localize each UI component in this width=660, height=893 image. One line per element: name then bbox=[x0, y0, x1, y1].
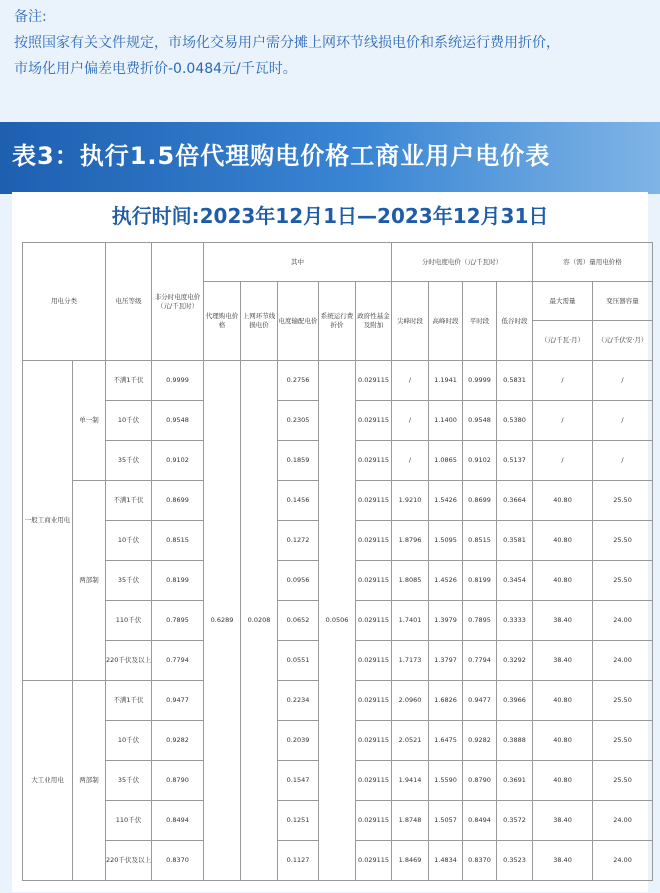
cell-fund: 0.029115 bbox=[356, 601, 392, 641]
cell-transformer: 24.00 bbox=[593, 801, 653, 841]
cell-fund: 0.029115 bbox=[356, 681, 392, 721]
cell-max-demand: 40.80 bbox=[533, 721, 593, 761]
category-large-industrial: 大工业用电 bbox=[23, 681, 73, 881]
cell-flat: 0.7895 bbox=[463, 601, 497, 641]
cell-trans: 0.1547 bbox=[278, 761, 319, 801]
table-row bbox=[23, 361, 653, 401]
header-transformer-unit: （元/千伏安·月） bbox=[593, 321, 653, 361]
header-proxy-price: 代理购电价格 bbox=[204, 282, 241, 361]
cell-valley: 0.5831 bbox=[497, 361, 533, 401]
cell-sharp: / bbox=[392, 361, 429, 401]
cell-voltage: 110千伏 bbox=[106, 601, 152, 641]
header-valley: 低谷时段 bbox=[497, 282, 533, 361]
cell-peak: 1.6826 bbox=[429, 681, 463, 721]
cell-sharp: / bbox=[392, 401, 429, 441]
header-flat: 平时段 bbox=[463, 282, 497, 361]
cell-max-demand: 40.80 bbox=[533, 761, 593, 801]
tariff-table bbox=[22, 242, 653, 881]
header-sharp-peak: 尖峰时段 bbox=[392, 282, 429, 361]
cell-trans: 0.2756 bbox=[278, 361, 319, 401]
cell-fund: 0.029115 bbox=[356, 761, 392, 801]
cell-sharp: 1.8796 bbox=[392, 521, 429, 561]
cell-total: 0.8699 bbox=[152, 481, 204, 521]
tariff-card bbox=[12, 192, 648, 892]
cell-peak: 1.1941 bbox=[429, 361, 463, 401]
header-category: 用电分类 bbox=[23, 243, 106, 361]
cell-sharp: 1.8469 bbox=[392, 841, 429, 881]
header-of-which: 其中 bbox=[204, 243, 392, 282]
cell-sharp: 2.0960 bbox=[392, 681, 429, 721]
cell-transformer: / bbox=[593, 401, 653, 441]
cell-peak: 1.3979 bbox=[429, 601, 463, 641]
cell-total: 0.9477 bbox=[152, 681, 204, 721]
cell-flat: 0.9999 bbox=[463, 361, 497, 401]
cell-total: 0.9999 bbox=[152, 361, 204, 401]
cell-flat: 0.7794 bbox=[463, 641, 497, 681]
cell-proxy-price: 0.6289 bbox=[204, 361, 241, 881]
cell-fund: 0.029115 bbox=[356, 841, 392, 881]
cell-valley: 0.3581 bbox=[497, 521, 533, 561]
cell-trans: 0.0551 bbox=[278, 641, 319, 681]
header-system-cost: 系统运行费折价 bbox=[319, 282, 356, 361]
cell-sharp: 1.9414 bbox=[392, 761, 429, 801]
cell-peak: 1.6475 bbox=[429, 721, 463, 761]
cell-transformer: 25.50 bbox=[593, 481, 653, 521]
cell-max-demand: 38.40 bbox=[533, 801, 593, 841]
cell-trans: 0.2305 bbox=[278, 401, 319, 441]
cell-max-demand: / bbox=[533, 441, 593, 481]
cell-voltage: 110千伏 bbox=[106, 801, 152, 841]
header-capacity-group: 容（需）量用电价格 bbox=[533, 243, 653, 282]
cell-voltage: 不满1千伏 bbox=[106, 361, 152, 401]
header-line-loss: 上网环节线损电价 bbox=[241, 282, 278, 361]
cell-peak: 1.4834 bbox=[429, 841, 463, 881]
cell-max-demand: 40.80 bbox=[533, 521, 593, 561]
cell-fund: 0.029115 bbox=[356, 801, 392, 841]
cell-sharp: 1.7401 bbox=[392, 601, 429, 641]
cell-max-demand: / bbox=[533, 361, 593, 401]
cell-trans: 0.1127 bbox=[278, 841, 319, 881]
cell-sharp: 1.9210 bbox=[392, 481, 429, 521]
page-title: 表3：执行1.5倍代理购电价格工商业用户电价表 bbox=[12, 142, 551, 170]
header-total-price: 非分时电度电价（元/千瓦时） bbox=[152, 243, 204, 361]
header-max-demand-unit: （元/千瓦·月） bbox=[533, 321, 593, 361]
cell-flat: 0.8370 bbox=[463, 841, 497, 881]
cell-trans: 0.1456 bbox=[278, 481, 319, 521]
cell-peak: 1.5095 bbox=[429, 521, 463, 561]
header-transmission: 电度输配电价 bbox=[278, 282, 319, 361]
cell-voltage: 10千伏 bbox=[106, 721, 152, 761]
cell-peak: 1.1400 bbox=[429, 401, 463, 441]
subgroup-two-part: 两部制 bbox=[73, 481, 106, 681]
cell-flat: 0.9102 bbox=[463, 441, 497, 481]
header-transformer: 变压器容量 bbox=[593, 282, 653, 321]
cell-fund: 0.029115 bbox=[356, 361, 392, 401]
cell-flat: 0.8790 bbox=[463, 761, 497, 801]
header-max-demand: 最大需量 bbox=[533, 282, 593, 321]
header-peak: 高峰时段 bbox=[429, 282, 463, 361]
cell-valley: 0.3523 bbox=[497, 841, 533, 881]
cell-max-demand: 40.80 bbox=[533, 561, 593, 601]
subgroup-single: 单一制 bbox=[73, 361, 106, 481]
cell-voltage: 35千伏 bbox=[106, 441, 152, 481]
cell-max-demand: 40.80 bbox=[533, 681, 593, 721]
cell-voltage: 10千伏 bbox=[106, 401, 152, 441]
cell-trans: 0.0652 bbox=[278, 601, 319, 641]
cell-max-demand: / bbox=[533, 401, 593, 441]
cell-fund: 0.029115 bbox=[356, 641, 392, 681]
cell-voltage: 220千伏及以上 bbox=[106, 841, 152, 881]
cell-trans: 0.0956 bbox=[278, 561, 319, 601]
cell-max-demand: 38.40 bbox=[533, 601, 593, 641]
cell-total: 0.8494 bbox=[152, 801, 204, 841]
cell-trans: 0.2234 bbox=[278, 681, 319, 721]
cell-system-cost: 0.0506 bbox=[319, 361, 356, 881]
notes-line-1: 按照国家有关文件规定，市场化交易用户需分摊上网环节线损电价和系统运行费用折价， bbox=[14, 35, 560, 51]
cell-valley: 0.3292 bbox=[497, 641, 533, 681]
cell-trans: 0.1859 bbox=[278, 441, 319, 481]
cell-sharp: 1.8085 bbox=[392, 561, 429, 601]
cell-fund: 0.029115 bbox=[356, 561, 392, 601]
cell-valley: 0.3664 bbox=[497, 481, 533, 521]
header-gov-fund: 政府性基金及附加 bbox=[356, 282, 392, 361]
cell-max-demand: 38.40 bbox=[533, 641, 593, 681]
cell-transformer: 25.50 bbox=[593, 681, 653, 721]
cell-transformer: 24.00 bbox=[593, 601, 653, 641]
cell-fund: 0.029115 bbox=[356, 521, 392, 561]
cell-total: 0.8199 bbox=[152, 561, 204, 601]
cell-peak: 1.5426 bbox=[429, 481, 463, 521]
cell-flat: 0.8199 bbox=[463, 561, 497, 601]
cell-total: 0.7895 bbox=[152, 601, 204, 641]
cell-peak: 1.5590 bbox=[429, 761, 463, 801]
cell-valley: 0.3454 bbox=[497, 561, 533, 601]
cell-trans: 0.1272 bbox=[278, 521, 319, 561]
cell-flat: 0.8699 bbox=[463, 481, 497, 521]
cell-voltage: 不满1千伏 bbox=[106, 681, 152, 721]
cell-valley: 0.3333 bbox=[497, 601, 533, 641]
cell-voltage: 35千伏 bbox=[106, 561, 152, 601]
notes-line-2: 市场化用户偏差电费折价-0.0484元/千瓦时。 bbox=[14, 61, 297, 77]
cell-total: 0.8790 bbox=[152, 761, 204, 801]
cell-total: 0.9102 bbox=[152, 441, 204, 481]
cell-total: 0.9548 bbox=[152, 401, 204, 441]
cell-trans: 0.2039 bbox=[278, 721, 319, 761]
cell-peak: 1.5057 bbox=[429, 801, 463, 841]
cell-fund: 0.029115 bbox=[356, 721, 392, 761]
cell-transformer: 25.50 bbox=[593, 721, 653, 761]
cell-transformer: 25.50 bbox=[593, 521, 653, 561]
cell-fund: 0.029115 bbox=[356, 441, 392, 481]
cell-sharp: 1.7173 bbox=[392, 641, 429, 681]
cell-line-loss: 0.0208 bbox=[241, 361, 278, 881]
cell-max-demand: 40.80 bbox=[533, 481, 593, 521]
cell-total: 0.8370 bbox=[152, 841, 204, 881]
cell-transformer: / bbox=[593, 361, 653, 401]
cell-total: 0.7794 bbox=[152, 641, 204, 681]
cell-valley: 0.5380 bbox=[497, 401, 533, 441]
header-tou-group: 分时电度电价（元/千瓦时） bbox=[392, 243, 533, 282]
category-general: 一般工商业用电 bbox=[23, 361, 73, 681]
cell-total: 0.8515 bbox=[152, 521, 204, 561]
cell-flat: 0.8515 bbox=[463, 521, 497, 561]
subgroup-two-part: 两部制 bbox=[73, 681, 106, 881]
cell-fund: 0.029115 bbox=[356, 481, 392, 521]
cell-valley: 0.5137 bbox=[497, 441, 533, 481]
cell-flat: 0.9477 bbox=[463, 681, 497, 721]
cell-peak: 1.0865 bbox=[429, 441, 463, 481]
cell-transformer: 25.50 bbox=[593, 561, 653, 601]
cell-voltage: 220千伏及以上 bbox=[106, 641, 152, 681]
cell-trans: 0.1251 bbox=[278, 801, 319, 841]
cell-peak: 1.4526 bbox=[429, 561, 463, 601]
cell-valley: 0.3572 bbox=[497, 801, 533, 841]
cell-voltage: 不满1千伏 bbox=[106, 481, 152, 521]
cell-voltage: 10千伏 bbox=[106, 521, 152, 561]
cell-flat: 0.8494 bbox=[463, 801, 497, 841]
cell-sharp: 1.8748 bbox=[392, 801, 429, 841]
cell-valley: 0.3966 bbox=[497, 681, 533, 721]
cell-valley: 0.3888 bbox=[497, 721, 533, 761]
cell-flat: 0.9282 bbox=[463, 721, 497, 761]
cell-max-demand: 38.40 bbox=[533, 841, 593, 881]
notes-label: 备注: bbox=[14, 9, 47, 25]
cell-voltage: 35千伏 bbox=[106, 761, 152, 801]
header-voltage: 电压等级 bbox=[106, 243, 152, 361]
cell-flat: 0.9548 bbox=[463, 401, 497, 441]
cell-total: 0.9282 bbox=[152, 721, 204, 761]
cell-fund: 0.029115 bbox=[356, 401, 392, 441]
cell-transformer: 25.50 bbox=[593, 761, 653, 801]
cell-valley: 0.3691 bbox=[497, 761, 533, 801]
cell-sharp: 2.0521 bbox=[392, 721, 429, 761]
cell-peak: 1.3797 bbox=[429, 641, 463, 681]
cell-transformer: 24.00 bbox=[593, 641, 653, 681]
execution-time: 执行时间:2023年12月1日—2023年12月31日 bbox=[111, 204, 549, 228]
cell-transformer: / bbox=[593, 441, 653, 481]
cell-sharp: / bbox=[392, 441, 429, 481]
notes-section bbox=[14, 4, 654, 82]
cell-transformer: 24.00 bbox=[593, 841, 653, 881]
